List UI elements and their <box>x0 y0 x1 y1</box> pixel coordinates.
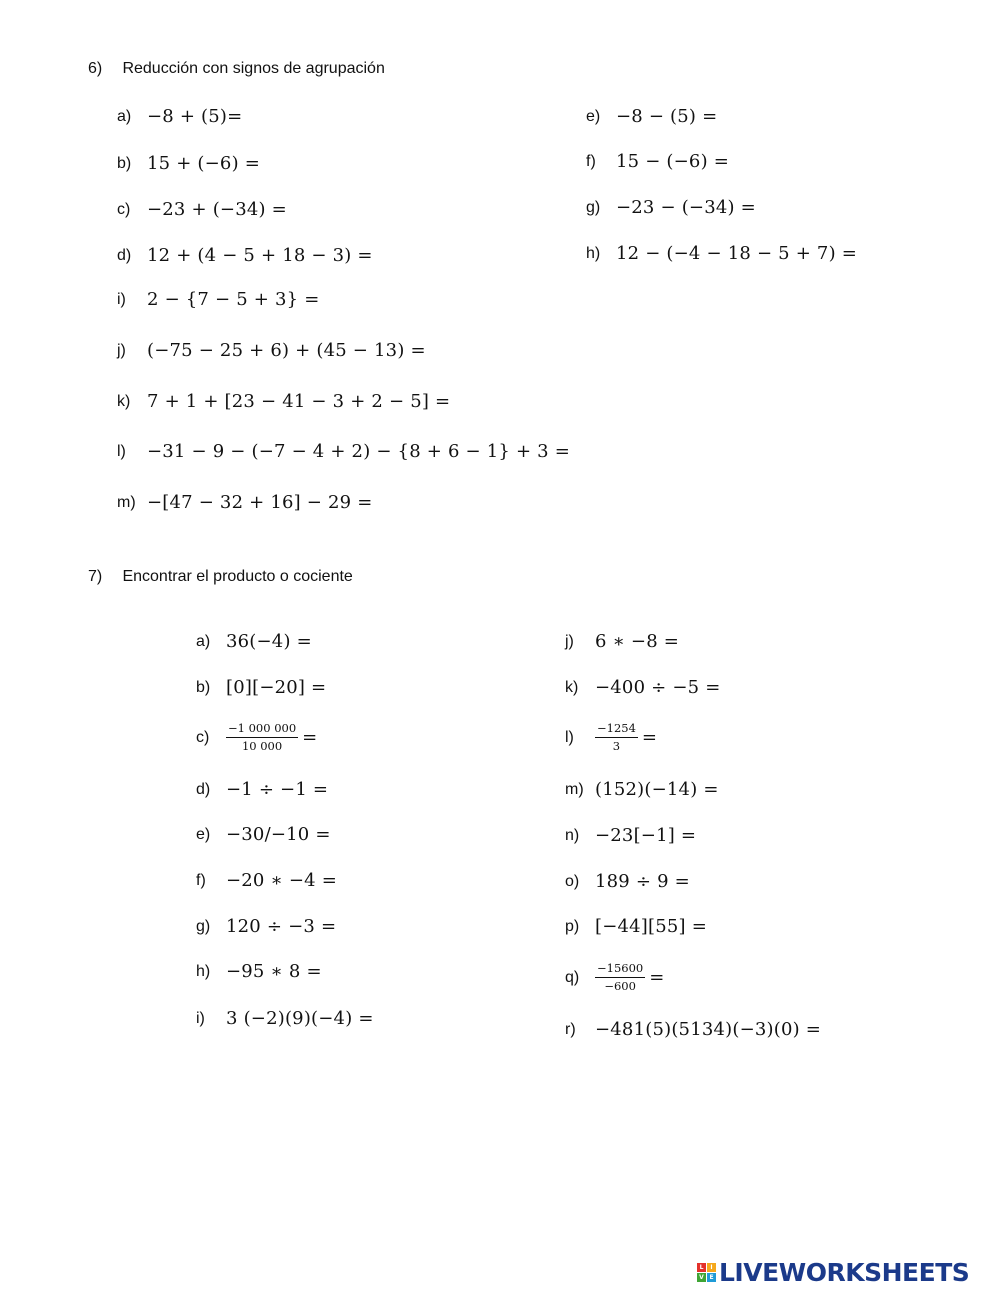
exercise-expression: −8 + (5)= <box>147 106 243 127</box>
exercise-label: f) <box>586 152 596 170</box>
exercise-label: g) <box>586 198 601 216</box>
exercise-expression: −8 − (5) = <box>616 106 718 127</box>
exercise-label: i) <box>196 1009 205 1027</box>
exercise-expression: 6 ∗ −8 = <box>595 631 680 652</box>
exercise-label: f) <box>196 871 206 889</box>
logo-tile-v: V <box>697 1273 706 1282</box>
exercise-6f <box>586 151 729 172</box>
exercise-expression: −31 − 9 − (−7 − 4 + 2) − {8 + 6 − 1} + 3 = <box>147 441 571 462</box>
exercise-6h <box>586 243 857 264</box>
exercise-7j <box>565 631 679 652</box>
exercise-7f <box>196 870 337 891</box>
exercise-expression: 36(−4) = <box>226 631 312 652</box>
exercise-6b <box>117 153 260 174</box>
exercise-label: a) <box>117 107 132 125</box>
exercise-label: m) <box>117 493 136 511</box>
fraction-denominator: 10 000 <box>241 739 283 753</box>
exercise-7b <box>196 677 326 698</box>
exercise-label: d) <box>117 246 132 264</box>
fraction-denominator: 3 <box>612 739 621 753</box>
exercise-label: k) <box>565 678 579 696</box>
exercise-label: j) <box>565 632 574 650</box>
equals-sign: = <box>649 967 665 988</box>
section-7-title <box>88 568 353 586</box>
equals-sign: = <box>302 727 318 748</box>
exercise-expression: 12 + (4 − 5 + 18 − 3) = <box>147 245 373 266</box>
exercise-6e <box>586 106 717 127</box>
exercise-6m <box>117 492 373 513</box>
exercise-expression: (152)(−14) = <box>595 779 719 800</box>
exercise-7c <box>196 722 317 753</box>
exercise-6i <box>117 289 320 310</box>
exercise-expression: (−75 − 25 + 6) + (45 − 13) = <box>147 340 426 361</box>
exercise-expression: −23 + (−34) = <box>147 199 287 220</box>
logo-tiles-icon <box>697 1263 716 1282</box>
section-6-title <box>88 60 385 78</box>
exercise-label: o) <box>565 872 580 890</box>
exercise-7k <box>565 677 721 698</box>
exercise-expression: −1 ÷ −1 = <box>226 779 329 800</box>
exercise-expression: [−44][55] = <box>595 916 707 937</box>
exercise-label: e) <box>586 107 601 125</box>
exercise-label: l) <box>565 728 574 746</box>
exercise-6j <box>117 340 426 361</box>
exercise-label: h) <box>586 244 601 262</box>
exercise-label: a) <box>196 632 211 650</box>
exercise-label: k) <box>117 392 131 410</box>
fraction-numerator: −1254 <box>595 722 638 738</box>
exercise-expression: −20 ∗ −4 = <box>226 870 338 891</box>
exercise-expression: −23 − (−34) = <box>616 197 756 218</box>
logo-tile-i: I <box>707 1263 716 1272</box>
exercise-7r <box>565 1019 821 1040</box>
exercise-expression: −23[−1] = <box>595 825 697 846</box>
equals-sign: = <box>641 727 657 748</box>
exercise-label: m) <box>565 780 584 798</box>
exercise-label: r) <box>565 1020 576 1038</box>
exercise-7m <box>565 779 719 800</box>
fraction <box>226 722 298 753</box>
exercise-6d <box>117 245 373 266</box>
section-7-number: 7) <box>88 568 103 585</box>
exercise-label: g) <box>196 917 211 935</box>
fraction <box>595 962 645 993</box>
exercise-7g <box>196 916 336 937</box>
exercise-expression: 3 (−2)(9)(−4) = <box>226 1008 374 1029</box>
exercise-7n <box>565 825 696 846</box>
logo-tile-e: E <box>707 1273 716 1282</box>
exercise-7e <box>196 824 331 845</box>
exercise-7p <box>565 916 707 937</box>
exercise-expression: 2 − {7 − 5 + 3} = <box>147 289 320 310</box>
exercise-expression: −30/−10 = <box>226 824 331 845</box>
exercise-7d <box>196 779 328 800</box>
exercise-expression: 15 − (−6) = <box>616 151 730 172</box>
exercise-7l <box>565 722 657 753</box>
exercise-expression: 189 ÷ 9 = <box>595 871 690 892</box>
liveworksheets-logo <box>697 1258 969 1287</box>
section-7-heading: Encontrar el producto o cociente <box>122 568 353 585</box>
exercise-label: e) <box>196 825 211 843</box>
exercise-6k <box>117 391 450 412</box>
exercise-label: c) <box>196 728 210 746</box>
exercise-6g <box>586 197 756 218</box>
fraction-numerator: −15600 <box>595 962 645 978</box>
exercise-expression: −95 ∗ 8 = <box>226 961 322 982</box>
exercise-6a <box>117 106 242 127</box>
exercise-6c <box>117 199 287 220</box>
exercise-7a <box>196 631 312 652</box>
exercise-label: i) <box>117 290 126 308</box>
exercise-expression: 120 ÷ −3 = <box>226 916 337 937</box>
exercise-label: h) <box>196 962 211 980</box>
exercise-7i <box>196 1008 374 1029</box>
exercise-7q <box>565 962 664 993</box>
exercise-expression: 12 − (−4 − 18 − 5 + 7) = <box>616 243 857 264</box>
exercise-label: p) <box>565 917 580 935</box>
logo-text: LIVEWORKSHEETS <box>719 1258 970 1287</box>
exercise-expression: 15 + (−6) = <box>147 153 261 174</box>
fraction-denominator: −600 <box>604 979 636 993</box>
logo-tile-l: L <box>697 1263 706 1272</box>
exercise-expression: [0][−20] = <box>226 677 327 698</box>
exercise-7o <box>565 871 690 892</box>
exercise-expression: −481(5)(5134)(−3)(0) = <box>595 1019 822 1040</box>
fraction <box>595 722 638 753</box>
exercise-expression: −400 ÷ −5 = <box>595 677 721 698</box>
exercise-6l <box>117 441 570 462</box>
exercise-label: b) <box>117 154 132 172</box>
exercise-label: n) <box>565 826 580 844</box>
fraction-numerator: −1 000 000 <box>226 722 298 738</box>
section-6-number: 6) <box>88 60 103 77</box>
section-6-heading: Reducción con signos de agrupación <box>122 60 385 77</box>
exercise-label: q) <box>565 968 580 986</box>
exercise-7h <box>196 961 322 982</box>
exercise-expression: 7 + 1 + [23 − 41 − 3 + 2 − 5] = <box>147 391 451 412</box>
exercise-label: l) <box>117 442 126 460</box>
exercise-label: b) <box>196 678 211 696</box>
exercise-label: d) <box>196 780 211 798</box>
exercise-label: c) <box>117 200 131 218</box>
exercise-label: j) <box>117 341 126 359</box>
exercise-expression: −[47 − 32 + 16] − 29 = <box>147 492 373 513</box>
